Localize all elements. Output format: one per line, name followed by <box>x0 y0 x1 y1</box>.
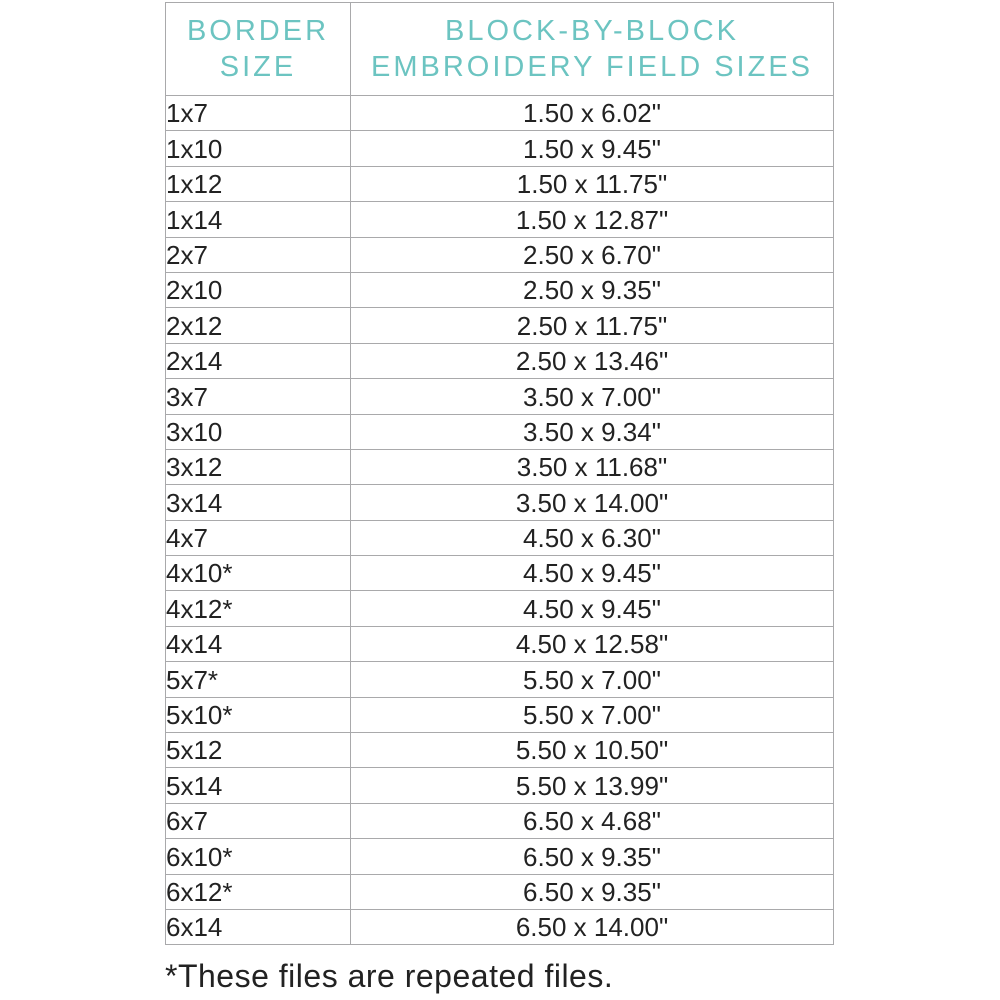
border-size-cell: 2x14 <box>166 343 351 378</box>
border-size-cell: 6x10* <box>166 839 351 874</box>
border-size-cell: 2x7 <box>166 237 351 272</box>
table-row <box>166 839 834 874</box>
table-row <box>166 379 834 414</box>
table-row <box>166 874 834 909</box>
border-size-cell: 6x14 <box>166 909 351 944</box>
border-size-cell: 4x14 <box>166 626 351 661</box>
field-size-cell: 5.50 x 7.00" <box>351 697 834 732</box>
field-size-cell: 6.50 x 4.68" <box>351 803 834 838</box>
table-row <box>166 626 834 661</box>
table-row <box>166 449 834 484</box>
field-size-cell: 6.50 x 14.00" <box>351 909 834 944</box>
field-size-cell: 5.50 x 13.99" <box>351 768 834 803</box>
border-size-cell: 5x12 <box>166 733 351 768</box>
header-line: BLOCK-BY-BLOCK <box>445 15 739 47</box>
table-row <box>166 662 834 697</box>
border-size-cell: 6x7 <box>166 803 351 838</box>
field-size-cell: 1.50 x 6.02" <box>351 96 834 131</box>
border-size-cell: 4x12* <box>166 591 351 626</box>
table-body <box>166 96 834 945</box>
field-size-cell: 2.50 x 13.46" <box>351 343 834 378</box>
table-row <box>166 237 834 272</box>
table-row <box>166 166 834 201</box>
field-size-cell: 2.50 x 11.75" <box>351 308 834 343</box>
table-row <box>166 131 834 166</box>
border-size-cell: 5x10* <box>166 697 351 732</box>
table-row <box>166 202 834 237</box>
border-size-cell: 1x7 <box>166 96 351 131</box>
field-size-cell: 3.50 x 9.34" <box>351 414 834 449</box>
field-size-cell: 4.50 x 9.45" <box>351 591 834 626</box>
border-size-cell: 4x10* <box>166 556 351 591</box>
border-size-cell: 2x10 <box>166 272 351 307</box>
border-size-cell: 1x12 <box>166 166 351 201</box>
field-size-cell: 4.50 x 12.58" <box>351 626 834 661</box>
header-line: SIZE <box>219 51 297 83</box>
field-size-header <box>351 3 834 96</box>
field-size-cell: 1.50 x 12.87" <box>351 202 834 237</box>
field-size-cell: 2.50 x 6.70" <box>351 237 834 272</box>
footnote: *These files are repeated files. <box>165 958 614 994</box>
border-size-cell: 3x14 <box>166 485 351 520</box>
field-size-cell: 1.50 x 9.45" <box>351 131 834 166</box>
field-size-cell: 3.50 x 7.00" <box>351 379 834 414</box>
table-row <box>166 272 834 307</box>
field-size-cell: 4.50 x 6.30" <box>351 520 834 555</box>
field-size-cell: 1.50 x 11.75" <box>351 166 834 201</box>
table-row <box>166 803 834 838</box>
border-size-cell: 1x10 <box>166 131 351 166</box>
border-size-cell: 6x12* <box>166 874 351 909</box>
field-size-cell: 5.50 x 7.00" <box>351 662 834 697</box>
field-size-cell: 3.50 x 14.00" <box>351 485 834 520</box>
border-size-cell: 3x7 <box>166 379 351 414</box>
table-row <box>166 520 834 555</box>
field-size-cell: 6.50 x 9.35" <box>351 874 834 909</box>
table-row <box>166 697 834 732</box>
border-size-cell: 1x14 <box>166 202 351 237</box>
table-row <box>166 591 834 626</box>
field-size-cell: 4.50 x 9.45" <box>351 556 834 591</box>
header-line: EMBROIDERY FIELD SIZES <box>370 51 814 83</box>
table-row <box>166 308 834 343</box>
border-size-cell: 2x12 <box>166 308 351 343</box>
field-size-cell: 6.50 x 9.35" <box>351 839 834 874</box>
border-size-cell: 5x7* <box>166 662 351 697</box>
table-row <box>166 485 834 520</box>
embroidery-size-table <box>165 2 834 945</box>
header-row <box>166 3 834 96</box>
border-size-cell: 4x7 <box>166 520 351 555</box>
border-size-cell: 3x12 <box>166 449 351 484</box>
border-size-cell: 3x10 <box>166 414 351 449</box>
table-row <box>166 556 834 591</box>
border-size-cell: 5x14 <box>166 768 351 803</box>
border-size-header <box>166 3 351 96</box>
field-size-cell: 3.50 x 11.68" <box>351 449 834 484</box>
table-row <box>166 733 834 768</box>
table-row <box>166 343 834 378</box>
table-row <box>166 96 834 131</box>
table-row <box>166 414 834 449</box>
header-line: BORDER <box>186 15 330 47</box>
table-row <box>166 909 834 944</box>
field-size-cell: 2.50 x 9.35" <box>351 272 834 307</box>
field-size-cell: 5.50 x 10.50" <box>351 733 834 768</box>
table-row <box>166 768 834 803</box>
